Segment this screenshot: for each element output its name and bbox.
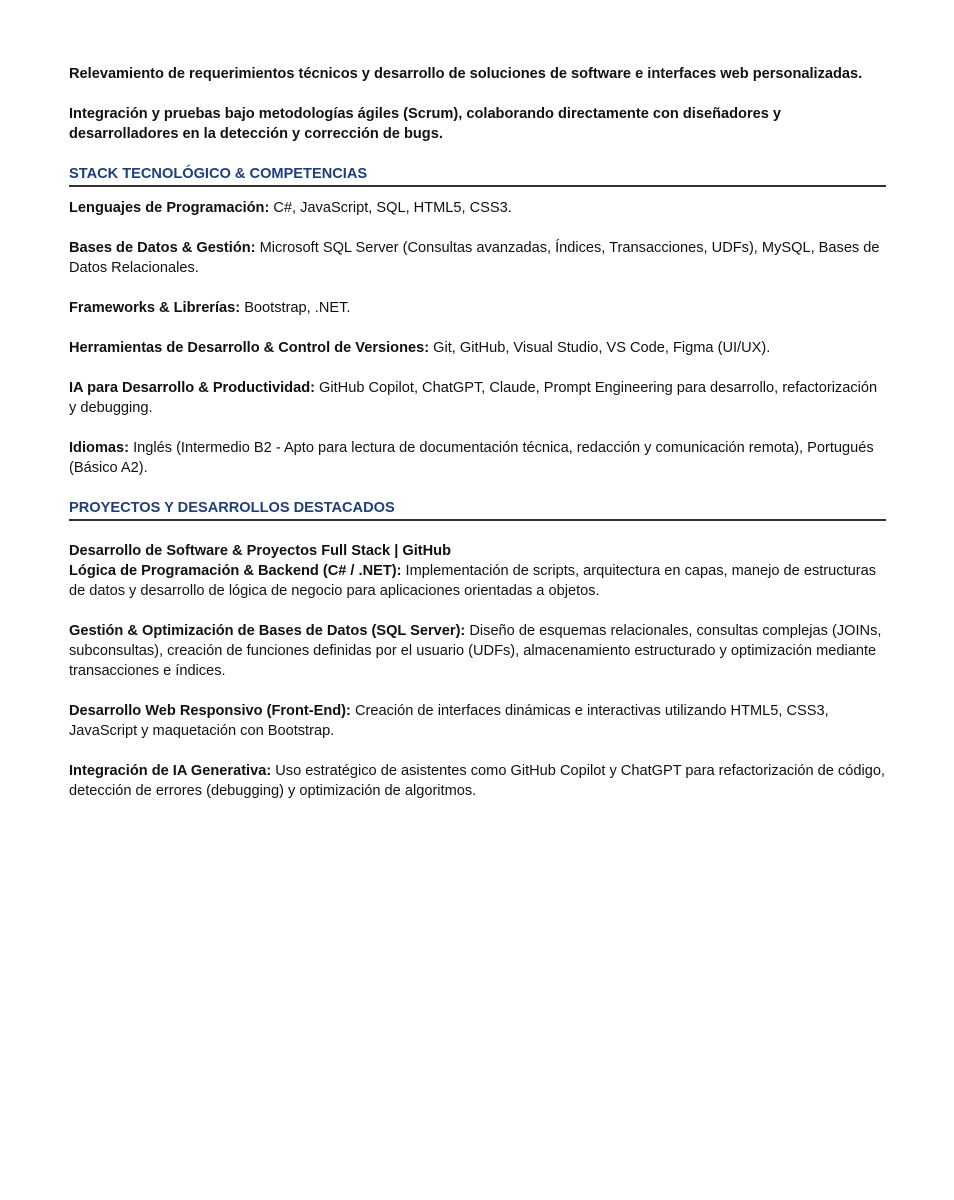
stack-item-label: Lenguajes de Programación: [69,200,270,216]
stack-item-text: Inglés (Intermedio B2 - Apto para lectura de documentación técnica, redacción y comunicación remota), Portugués (Básico A2). [69,440,874,476]
section-title-projects: PROYECTOS Y DESARROLLOS DESTACADOS [69,498,886,521]
project-item-label: Gestión & Optimización de Bases de Datos (SQL Server): [69,623,466,639]
stack-item-frameworks [69,298,886,318]
project-item-label: Integración de IA Generativa: [69,763,272,779]
document-content [69,64,886,801]
stack-item-label: Bases de Datos & Gestión: [69,240,256,256]
stack-item-text: C#, JavaScript, SQL, HTML5, CSS3. [269,200,512,216]
stack-item-label: IA para Desarrollo & Productividad: [69,380,315,396]
intro-paragraph-agile: Integración y pruebas bajo metodologías ágiles (Scrum), colaborando directamente con diseñadores y desarrolladores en la detección y corrección de bugs. [69,106,782,142]
project-item-frontend [69,701,886,741]
stack-item-ai [69,378,886,418]
project-item-text: Diseño de esquemas relacionales, consultas complejas (JOINs, subconsultas), creación de funciones definidas por el usuario (UDFs), almacenamiento estructurado y optimización mediante transacciones e índices. [69,623,882,679]
project-item-text: Uso estratégico de asistentes como GitHub Copilot y ChatGPT para refactorización de código, detección de errores (debugging) y optimización de algoritmos. [69,763,885,799]
stack-item-label: Frameworks & Librerías: [69,300,241,316]
stack-item-text: Microsoft SQL Server (Consultas avanzadas, Índices, Transacciones, UDFs), MySQL, Bases de Datos Relacionales. [69,240,880,276]
intro-paragraph-requirements: Relevamiento de requerimientos técnicos y desarrollo de soluciones de software e interfaces web personalizadas. [69,66,863,82]
project-item-databases [69,621,886,681]
project-item-text: Implementación de scripts, arquitectura en capas, manejo de estructuras de datos y desarrollo de lógica de negocio para aplicaciones orientadas a objetos. [69,563,877,599]
project-item-backend [69,561,886,601]
stack-item-text: Git, GitHub, Visual Studio, VS Code, Figma (UI/UX). [429,340,771,356]
stack-item-text: GitHub Copilot, ChatGPT, Claude, Prompt Engineering para desarrollo, refactorización y debugging. [69,380,878,416]
stack-item-languages [69,198,886,218]
project-item-text: Creación de interfaces dinámicas e interactivas utilizando HTML5, CSS3, JavaScript y maquetación con Bootstrap. [69,703,829,739]
projects-subtitle: Desarrollo de Software & Proyectos Full Stack | GitHub [69,543,451,559]
stack-item-label: Idiomas: [69,440,130,456]
stack-item-languages-spoken [69,438,886,478]
stack-item-label: Herramientas de Desarrollo & Control de Versiones: [69,340,430,356]
stack-item-text: Bootstrap, .NET. [240,300,351,316]
project-item-ai [69,761,886,801]
stack-item-tools [69,338,886,358]
project-item-label: Lógica de Programación & Backend (C# / .NET): [69,563,402,579]
project-item-label: Desarrollo Web Responsivo (Front-End): [69,703,351,719]
section-title-stack: STACK TECNOLÓGICO & COMPETENCIAS [69,164,886,187]
stack-item-databases [69,238,886,278]
